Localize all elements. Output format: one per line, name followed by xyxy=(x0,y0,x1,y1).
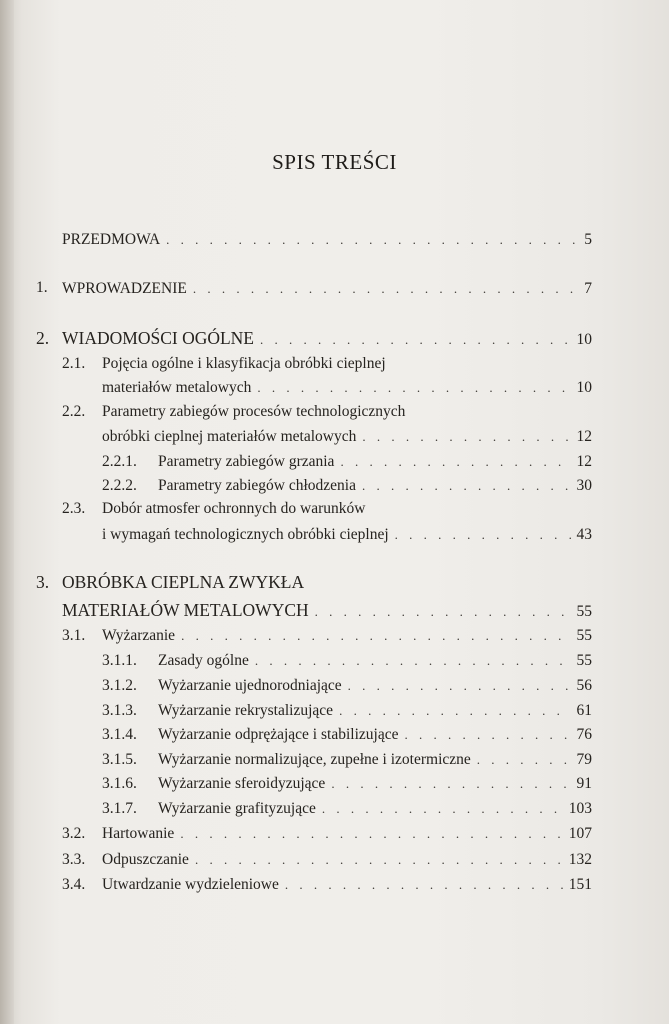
toc-entry-page: 12 xyxy=(576,428,592,445)
toc-entry-number: 2.2.1. xyxy=(102,453,137,470)
toc-entry-label: Wyżarzanie odprężające i stabilizujące xyxy=(158,726,399,743)
toc-entry-label: Wyżarzanie ujednorodniające xyxy=(158,677,342,694)
toc-entry-number: 3.3. xyxy=(62,851,86,868)
toc-entry-page: 12 xyxy=(576,453,592,470)
toc-entry-page: 10 xyxy=(576,379,592,396)
toc-entry-label: PRZEDMOWA xyxy=(62,231,161,248)
toc-entry-number: 2. xyxy=(36,328,50,348)
toc-entry-3-2 xyxy=(62,823,592,845)
toc-entry-page: 151 xyxy=(568,876,592,893)
toc-entry-number: 3.4. xyxy=(62,876,86,893)
toc-entry-obrobka xyxy=(62,599,592,621)
toc-entry-number: 3.1. xyxy=(62,627,86,644)
dot-leader xyxy=(331,773,570,795)
toc-entry-label: Parametry zabiegów grzania xyxy=(158,453,335,470)
dot-leader xyxy=(477,749,571,771)
toc-entry-page: 76 xyxy=(576,726,592,743)
toc-entry-number: 3.1.2. xyxy=(102,677,137,694)
toc-entry-number: 3.1.1. xyxy=(102,652,137,669)
toc-entry-3-1-1 xyxy=(102,650,592,672)
toc-entry-number: 2.3. xyxy=(62,500,86,517)
toc-entry-label-cont: MATERIAŁÓW METALOWYCH xyxy=(62,600,309,620)
toc-entry-label-cont: materiałów metalowych xyxy=(102,379,252,396)
toc-entry-3-3 xyxy=(62,849,592,871)
dot-leader xyxy=(260,329,571,351)
toc-entry-label: Wyżarzanie normalizujące, zupełne i izotermiczne xyxy=(158,751,471,768)
toc-entry-number: 3.1.3. xyxy=(102,702,137,719)
dot-leader xyxy=(193,278,578,300)
dot-leader xyxy=(362,475,571,497)
toc-entry-label: Wyżarzanie sferoidyzujące xyxy=(158,775,326,792)
toc-entry-2-2 xyxy=(102,426,592,448)
toc-entry-3-1-4 xyxy=(102,724,592,746)
toc-entry-number: 2.2. xyxy=(62,403,86,420)
toc-entry-label: WPROWADZENIE xyxy=(62,280,187,297)
dot-leader xyxy=(348,675,571,697)
toc-entry-page: 91 xyxy=(576,775,592,792)
toc-entry-2-1 xyxy=(102,377,592,399)
dot-leader xyxy=(255,650,571,672)
toc-entry-3-4 xyxy=(62,874,592,896)
dot-leader xyxy=(395,524,571,546)
toc-entry-label: OBRÓBKA CIEPLNA ZWYKŁA xyxy=(62,572,305,592)
dot-leader xyxy=(362,426,570,448)
toc-entry-page: 43 xyxy=(576,526,592,543)
dot-leader xyxy=(315,601,571,623)
toc-entry-number: 3.1.4. xyxy=(102,726,137,743)
toc-entry-3-1-3 xyxy=(102,700,592,722)
toc-entry-page: 7 xyxy=(584,280,592,297)
dot-leader xyxy=(166,229,578,251)
dot-leader xyxy=(340,451,570,473)
toc-entry-label: Wyżarzanie rekrystalizujące xyxy=(158,702,334,719)
page-title: SPIS TREŚCI xyxy=(272,150,397,174)
toc-entry-page: 56 xyxy=(576,677,592,694)
toc-entry-label-cont: i wymagań technologicznych obróbki cieplnej xyxy=(102,526,389,543)
toc-entry-page: 55 xyxy=(576,652,592,669)
toc-entry-przedmowa xyxy=(62,229,592,251)
toc-entry-number: 3.1.6. xyxy=(102,775,137,792)
toc-entry-label: Dobór atmosfer ochronnych do warunków xyxy=(102,500,366,517)
dot-leader xyxy=(339,700,570,722)
toc-entry-page: 5 xyxy=(584,231,592,248)
toc-entry-page: 30 xyxy=(576,477,592,494)
toc-entry-3-1-2 xyxy=(102,675,592,697)
toc-entry-label-cont: obróbki cieplnej materiałów metalowych xyxy=(102,428,357,445)
toc-entry-number: 3.1.7. xyxy=(102,800,137,817)
toc-entry-wiadomosci-ogolne xyxy=(62,327,592,349)
toc-entry-page: 55 xyxy=(576,603,592,620)
toc-entry-number: 3. xyxy=(36,572,50,592)
toc-entry-label: Wyżarzanie xyxy=(102,627,176,644)
toc-entry-2-2-2 xyxy=(102,475,592,497)
toc-entry-page: 55 xyxy=(576,627,592,644)
toc-entry-page: 10 xyxy=(576,331,592,348)
toc-entry-label: Parametry zabiegów procesów technologicznych xyxy=(102,403,406,420)
toc-entry-label: Pojęcia ogólne i klasyfikacja obróbki cieplnej xyxy=(102,355,386,372)
toc-entry-page: 103 xyxy=(568,800,592,817)
toc-entry-page: 61 xyxy=(576,702,592,719)
toc-entry-wprowadzenie xyxy=(62,278,592,300)
toc-entry-2-3 xyxy=(102,524,592,546)
dot-leader xyxy=(322,798,563,820)
toc-entry-2-2-1 xyxy=(102,451,592,473)
toc-entry-label: Odpuszczanie xyxy=(102,851,189,868)
toc-entry-page: 107 xyxy=(568,825,592,842)
toc-entry-number: 1. xyxy=(36,279,48,296)
dot-leader xyxy=(180,823,562,845)
toc-entry-number: 3.1.5. xyxy=(102,751,137,768)
dot-leader xyxy=(285,874,563,896)
toc-entry-3-1-5 xyxy=(102,749,592,771)
dot-leader xyxy=(195,849,563,871)
toc-entry-label: Parametry zabiegów chłodzenia xyxy=(158,477,356,494)
toc-entry-label: WIADOMOŚCI OGÓLNE xyxy=(62,328,254,348)
toc-entry-number: 2.2.2. xyxy=(102,477,137,494)
toc-entry-label: Zasady ogólne xyxy=(158,652,249,669)
toc-entry-label: Wyżarzanie grafityzujące xyxy=(158,800,316,817)
dot-leader xyxy=(181,625,570,647)
toc-entry-label: Utwardzanie wydzieleniowe xyxy=(102,876,279,893)
toc-entry-3-1 xyxy=(62,625,592,647)
toc-entry-number: 2.1. xyxy=(62,355,86,372)
dot-leader xyxy=(257,377,570,399)
toc-entry-number: 3.2. xyxy=(62,825,86,842)
toc-entry-page: 132 xyxy=(568,851,592,868)
toc-entry-3-1-7 xyxy=(102,798,592,820)
toc-entry-3-1-6 xyxy=(102,773,592,795)
dot-leader xyxy=(404,724,570,746)
toc-entry-label: Hartowanie xyxy=(102,825,175,842)
toc-entry-page: 79 xyxy=(576,751,592,768)
